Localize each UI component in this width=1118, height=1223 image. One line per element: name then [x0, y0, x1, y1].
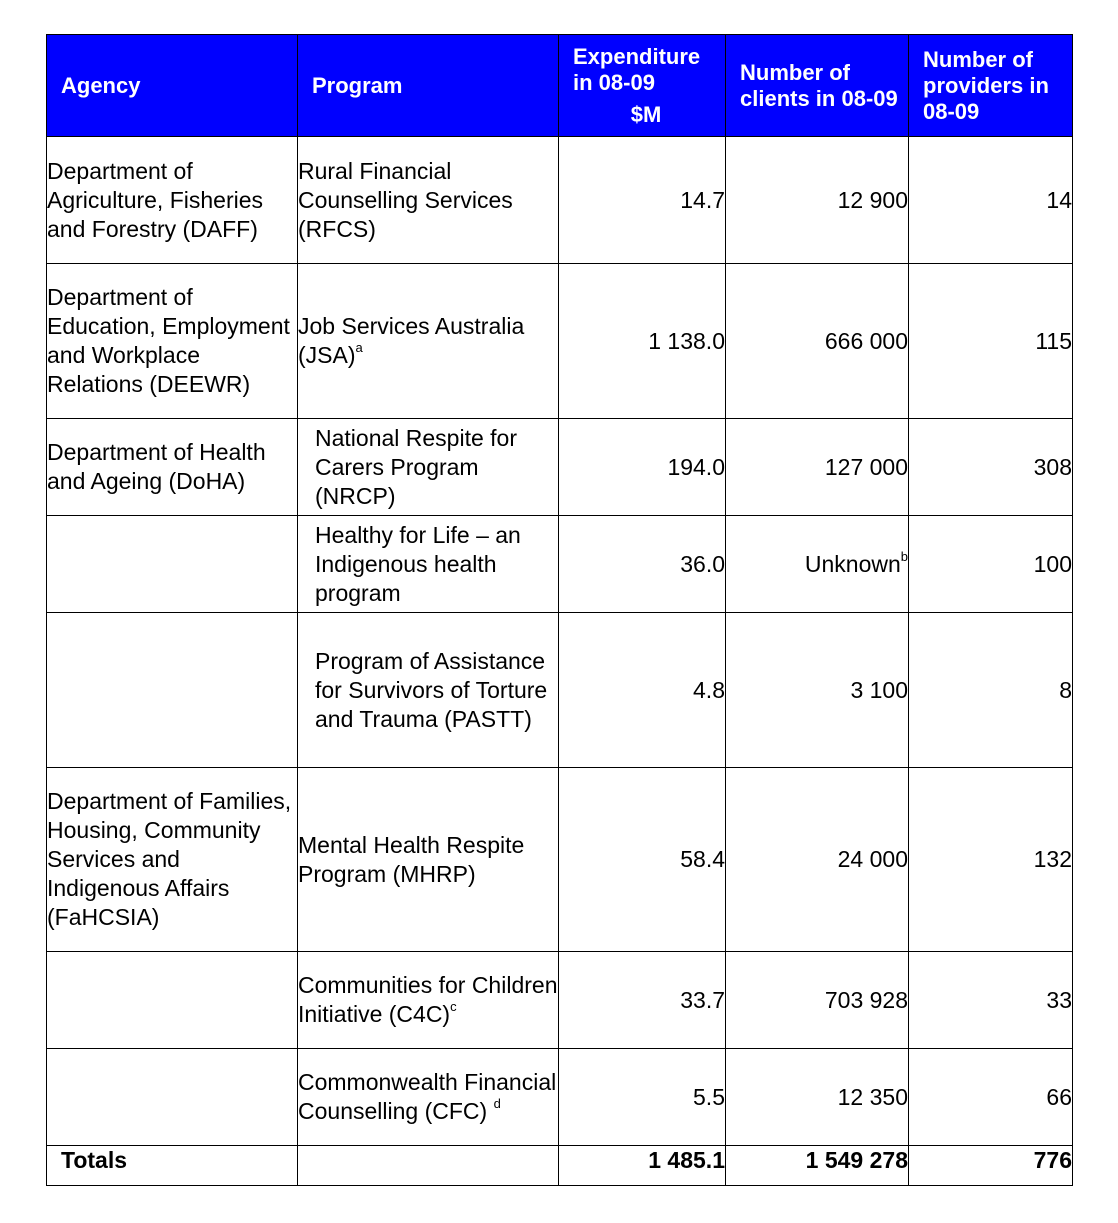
program-cell — [298, 264, 559, 419]
header-program: Program — [298, 35, 559, 137]
agency-cell — [47, 516, 298, 613]
clients-cell — [726, 1049, 909, 1146]
program-cell — [298, 613, 559, 768]
program-label: Communities for Children Initiative (C4C) — [298, 972, 558, 1027]
providers-cell: 100 — [909, 516, 1073, 613]
providers-cell: 66 — [909, 1049, 1073, 1146]
program-footnote: a — [355, 340, 363, 356]
program-cell — [298, 1049, 559, 1146]
totals-program-cell — [298, 1146, 559, 1186]
agency-cell: Department of Families, Housing, Community Services and Indigenous Affairs (FaHCSIA) — [47, 768, 298, 952]
program-cell — [298, 952, 559, 1049]
table-row — [47, 1049, 1073, 1146]
program-label: Program of Assistance for Survivors of Torture and Trauma (PASTT) — [315, 647, 548, 732]
program-label: National Respite for Carers Program (NRCP) — [315, 424, 517, 509]
clients-value: Unknown — [804, 550, 901, 577]
clients-value: 12 900 — [837, 186, 908, 213]
program-label: Mental Health Respite Program (MHRP) — [298, 831, 525, 887]
providers-cell: 8 — [909, 613, 1073, 768]
totals-providers: 776 — [909, 1146, 1073, 1186]
clients-cell — [726, 613, 909, 768]
header-expenditure-unit: $M — [630, 101, 662, 127]
header-clients: Number of clients in 08-09 — [726, 35, 909, 137]
clients-value: 3 100 — [850, 676, 908, 703]
table-row — [47, 516, 1073, 613]
header-providers: Number of providers in 08-09 — [909, 35, 1073, 137]
program-label: Commonwealth Financial Counselling (CFC) — [298, 1069, 557, 1124]
table-row — [47, 613, 1073, 768]
clients-value: 703 928 — [824, 986, 908, 1013]
header-row — [47, 35, 1073, 137]
providers-cell: 132 — [909, 768, 1073, 952]
expenditure-cell: 58.4 — [559, 768, 726, 952]
program-cell — [298, 768, 559, 952]
program-cell — [298, 516, 559, 613]
header-expenditure-line1: Expenditure — [573, 43, 701, 69]
header-expenditure-line2: in 08-09 — [573, 69, 655, 95]
clients-cell — [726, 952, 909, 1049]
agency-cell — [47, 1049, 298, 1146]
program-label: Healthy for Life – an Indigenous health program — [315, 521, 521, 606]
expenditure-cell: 1 138.0 — [559, 264, 726, 419]
program-footnote: d — [493, 1096, 501, 1112]
expenditure-cell: 14.7 — [559, 137, 726, 264]
program-label: Job Services Australia (JSA) — [298, 313, 525, 368]
expenditure-cell: 4.8 — [559, 613, 726, 768]
clients-cell — [726, 264, 909, 419]
totals-label: Totals — [47, 1146, 298, 1186]
table-row — [47, 264, 1073, 419]
clients-value: 12 350 — [837, 1083, 908, 1110]
expenditure-cell: 5.5 — [559, 1049, 726, 1146]
expenditure-table — [46, 34, 1073, 1186]
providers-cell: 14 — [909, 137, 1073, 264]
expenditure-cell: 36.0 — [559, 516, 726, 613]
header-expenditure — [559, 35, 726, 137]
table-row — [47, 137, 1073, 264]
totals-expenditure: 1 485.1 — [559, 1146, 726, 1186]
agency-cell: Department of Agriculture, Fisheries and Forestry (DAFF) — [47, 137, 298, 264]
totals-row — [47, 1146, 1073, 1186]
clients-value: 666 000 — [824, 327, 908, 354]
agency-cell: Department of Education, Employment and Workplace Relations (DEEWR) — [47, 264, 298, 419]
table-row — [47, 768, 1073, 952]
table-row — [47, 952, 1073, 1049]
clients-cell — [726, 419, 909, 516]
expenditure-cell: 33.7 — [559, 952, 726, 1049]
clients-cell — [726, 768, 909, 952]
program-footnote: c — [450, 999, 457, 1015]
providers-cell: 308 — [909, 419, 1073, 516]
totals-clients: 1 549 278 — [726, 1146, 909, 1186]
agency-cell — [47, 613, 298, 768]
clients-value: 24 000 — [837, 846, 908, 872]
clients-cell — [726, 516, 909, 613]
expenditure-cell: 194.0 — [559, 419, 726, 516]
header-agency: Agency — [47, 35, 298, 137]
providers-cell: 33 — [909, 952, 1073, 1049]
agency-cell: Department of Health and Ageing (DoHA) — [47, 419, 298, 516]
providers-cell: 115 — [909, 264, 1073, 419]
table-row — [47, 419, 1073, 516]
clients-cell — [726, 137, 909, 264]
clients-footnote: b — [900, 548, 908, 564]
program-cell — [298, 137, 559, 264]
program-label: Rural Financial Counselling Services (RFCS) — [298, 157, 513, 242]
clients-value: 127 000 — [824, 453, 908, 480]
agency-cell — [47, 952, 298, 1049]
program-cell — [298, 419, 559, 516]
